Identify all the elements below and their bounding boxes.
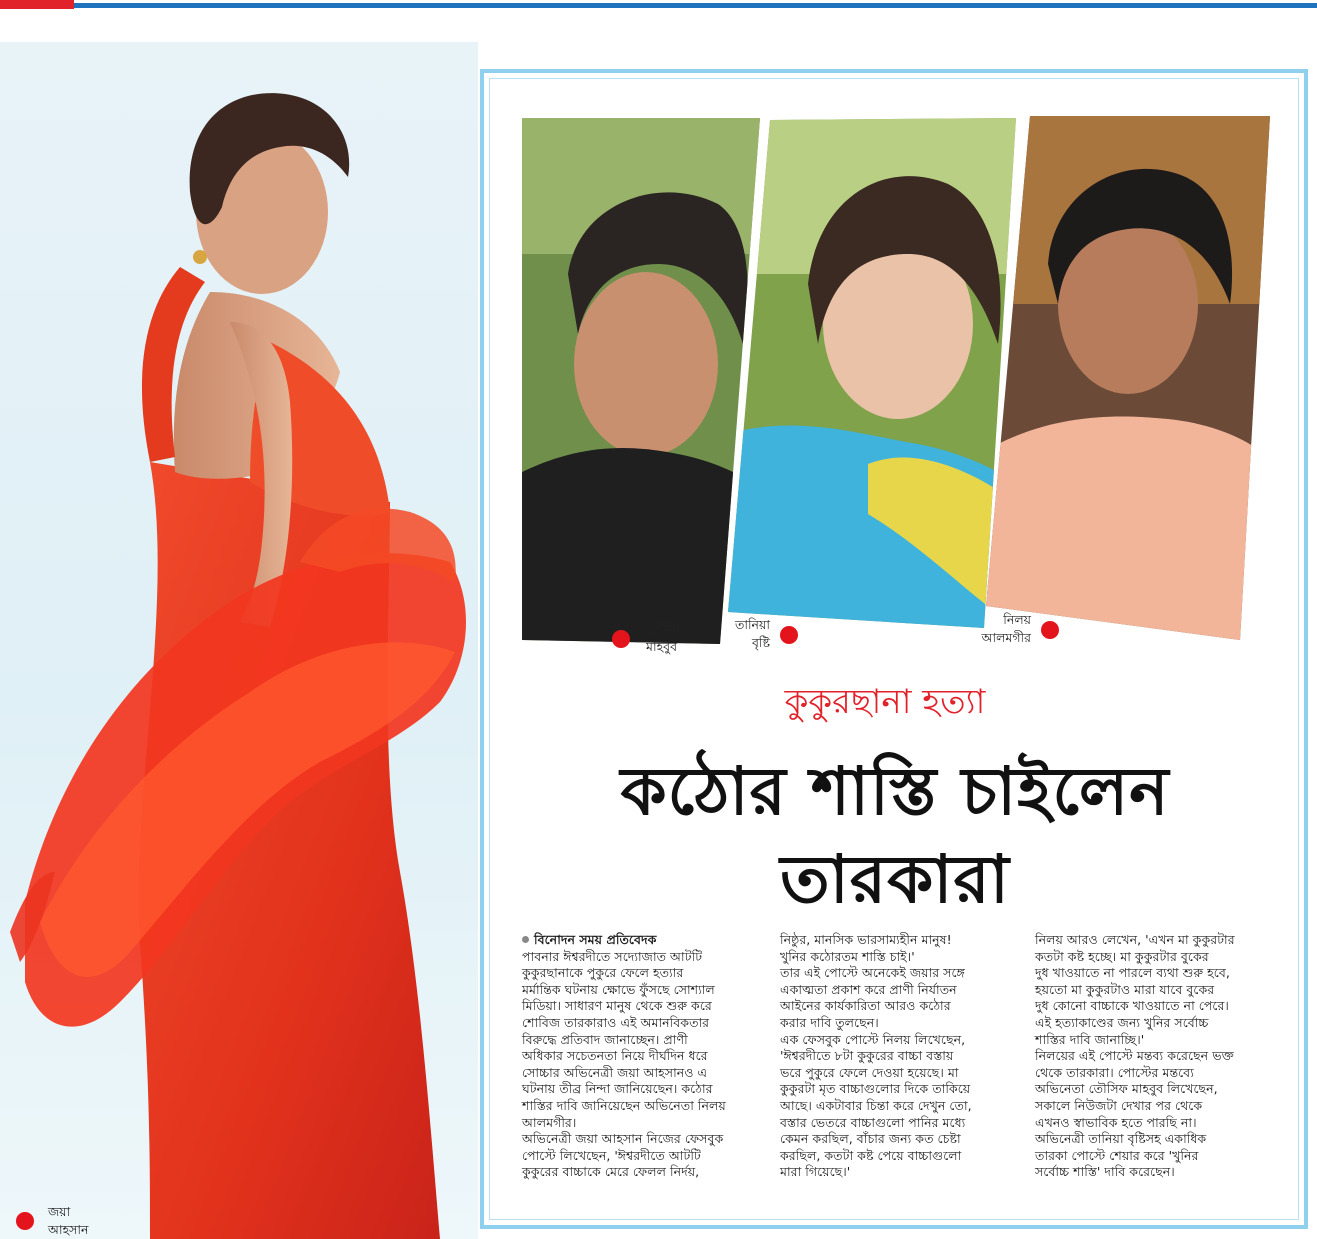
caption-tania-line2: বৃষ্টি xyxy=(751,635,770,650)
col1-line: মর্মান্তিক ঘটনায় ক্ষোভে ফুঁসছে সোশ্যাল xyxy=(522,981,715,997)
col2-line: খুনির কঠোরতম শাস্তি চাই।' xyxy=(780,948,915,964)
caption-niloy xyxy=(965,611,1065,651)
col3-line: অভিনেত্রী তানিয়া বৃষ্টিসহ একাধিক xyxy=(1035,1131,1207,1147)
col2-line: আইনের কার্যকারিতা আরও কঠোর xyxy=(780,998,951,1014)
byline-text: বিনোদন সময় প্রতিবেদক xyxy=(534,932,657,947)
caption-name-line2: আহসান xyxy=(48,1222,89,1237)
caption-dot-icon xyxy=(780,626,798,644)
caption-niloy-line2: আলমগীর xyxy=(981,630,1031,645)
col3-line: তারকা পোস্টে শেয়ার করে 'খুনির xyxy=(1035,1147,1199,1163)
caption-dot-icon xyxy=(1041,621,1059,639)
headline-line-1: কঠোর শাস্তি চাইলেন xyxy=(620,752,1170,830)
col2-line: কেমন করছিল, বাঁচার জন্য কত চেষ্টা xyxy=(780,1131,961,1147)
caption-tania xyxy=(720,616,810,656)
col3-line: কতটা কষ্ট হচ্ছে। মা কুকুরটার বুকের xyxy=(1035,948,1209,964)
col3-line: দুধ খাওয়াতে না পারলে ব্যথা শুরু হবে, xyxy=(1035,965,1230,981)
col2-line: মারা গিয়েছে।' xyxy=(780,1164,851,1180)
body-column-2 xyxy=(780,932,1024,1181)
col2-line: তার এই পোস্টে অনেকেই জয়ার সঙ্গে xyxy=(780,965,965,981)
headline-line-2: তারকারা xyxy=(780,840,1010,918)
col3-line: এই হত্যাকাণ্ডের জন্য খুনির সর্বোচ্চ xyxy=(1035,1014,1209,1030)
col2-line: ভরে পুকুরে ফেলে দেওয়া হয়েছে। মা xyxy=(780,1064,959,1080)
col1-line: শোবিজ তারকারাও এই অমানবিকতার xyxy=(522,1014,710,1030)
caption-dot-icon xyxy=(16,1212,34,1230)
col3-line: হয়তো মা কুকুরটাও মারা যাবে বুকের xyxy=(1035,981,1215,997)
col3-line: নিলয়ের এই পোস্টে মন্তব্য করেছেন ভক্ত xyxy=(1035,1048,1234,1064)
caption-name-line1: জয়া xyxy=(48,1204,71,1219)
kicker: কুকুরছানা হত্যা xyxy=(784,682,986,722)
caption-niloy-line1: নিলয় xyxy=(1003,612,1031,627)
actor-photo-strip xyxy=(518,114,1274,648)
col1-line: আলমগীর। xyxy=(522,1114,577,1130)
body-column-1 xyxy=(522,932,766,1181)
caption-dot-icon xyxy=(612,630,630,648)
col2-line: কুকুরটা মৃত বাচ্চাগুলোর দিকে তাকিয়ে xyxy=(780,1081,971,1097)
col1-line: কুকুরছানাকে পুকুরে ফেলে হত্যার xyxy=(522,965,684,981)
col2-line: 'ঈশ্বরদীতে ৮টা কুকুরের বাচ্চা বস্তায় xyxy=(780,1048,954,1064)
col1-line: পোস্টে লিখেছেন, 'ঈশ্বরদীতে আটটি xyxy=(522,1147,701,1163)
caption-tousif-line1: তৌসিফ xyxy=(646,621,685,636)
col2-line: একাত্মতা প্রকাশ করে প্রাণী নির্যাতন xyxy=(780,981,957,997)
top-rule-red-segment xyxy=(0,0,74,9)
col1-line: কুকুরের বাচ্চাকে মেরে ফেলল নির্দয়, xyxy=(522,1164,700,1180)
col1-line: মিডিয়া। সাধারণ মানুষ থেকে শুরু করে xyxy=(522,998,712,1014)
col2-line: এক ফেসবুক পোস্টে নিলয় লিখেছেন, xyxy=(780,1031,966,1047)
col3-line: অভিনেতা তৌসিফ মাহবুব লিখেছেন, xyxy=(1035,1081,1218,1097)
caption-tania-line1: তানিয়া xyxy=(734,617,770,632)
col3-line: শাস্তির দাবি জানাচ্ছি।' xyxy=(1035,1031,1145,1047)
col1-line: সোচ্চার অভিনেত্রী জয়া আহসানও এ xyxy=(522,1064,708,1080)
byline-bullet-icon xyxy=(522,936,529,943)
top-rule-blue-segment xyxy=(74,3,1317,8)
col1-line: অধিকার সচেতনতা নিয়ে দীর্ঘদিন ধরে xyxy=(522,1048,708,1064)
col1-line: ঘটনায় তীব্র নিন্দা জানিয়েছেন। কঠোর xyxy=(522,1081,713,1097)
byline xyxy=(522,932,766,949)
feature-photo-joya xyxy=(0,42,478,1239)
col1-line: বিরুদ্ধে প্রতিবাদ জানাচ্ছেন। প্রাণী xyxy=(522,1031,688,1047)
col2-line: বস্তার ভেতরে বাচ্চাগুলো পানির মধ্যে xyxy=(780,1114,966,1130)
top-rule xyxy=(0,0,1317,12)
col1-line: অভিনেত্রী জয়া আহসান নিজের ফেসবুক xyxy=(522,1131,724,1147)
col2-line: নিষ্ঠুর, মানসিক ভারসাম্যহীন মানুষ! xyxy=(780,932,952,947)
photo-niloy xyxy=(978,114,1274,648)
feature-photo-illustration xyxy=(0,42,478,1239)
body-column-3 xyxy=(1035,932,1279,1181)
caption-tousif xyxy=(612,620,712,660)
col2-line: করছিল, কতটা কষ্ট পেয়ে বাচ্চাগুলো xyxy=(780,1147,962,1163)
col2-line: করার দাবি তুলছেন। xyxy=(780,1014,879,1030)
col3-line: সকালে নিউজটা দেখার পর থেকে xyxy=(1035,1097,1203,1113)
col3-line: নিলয় আরও লেখেন, 'এখন মা কুকুরটার xyxy=(1035,932,1235,947)
col1-line: পাবনার ঈশ্বরদীতে সদ্যোজাত আটটি xyxy=(522,948,703,964)
col3-line: দুধ কোনো বাচ্চাকে খাওয়াতে না পেরে। xyxy=(1035,998,1229,1014)
col3-line: থেকে তারকারা। পোস্টের মন্তব্যে xyxy=(1035,1064,1194,1080)
feature-photo-caption xyxy=(16,1203,136,1239)
col3-line: সর্বোচ্চ শাস্তি' দাবি করেছেন। xyxy=(1035,1164,1175,1180)
col2-line: আছে। একটাবার চিন্তা করে দেখুন তো, xyxy=(780,1097,972,1113)
photo-tania xyxy=(718,114,1028,648)
col3-line: এখনও স্বাভাবিক হতে পারছি না। xyxy=(1035,1114,1197,1130)
col1-line: শাস্তির দাবি জানিয়েছেন অভিনেতা নিলয় xyxy=(522,1097,726,1113)
caption-tousif-line2: মাহবুব xyxy=(646,639,678,654)
